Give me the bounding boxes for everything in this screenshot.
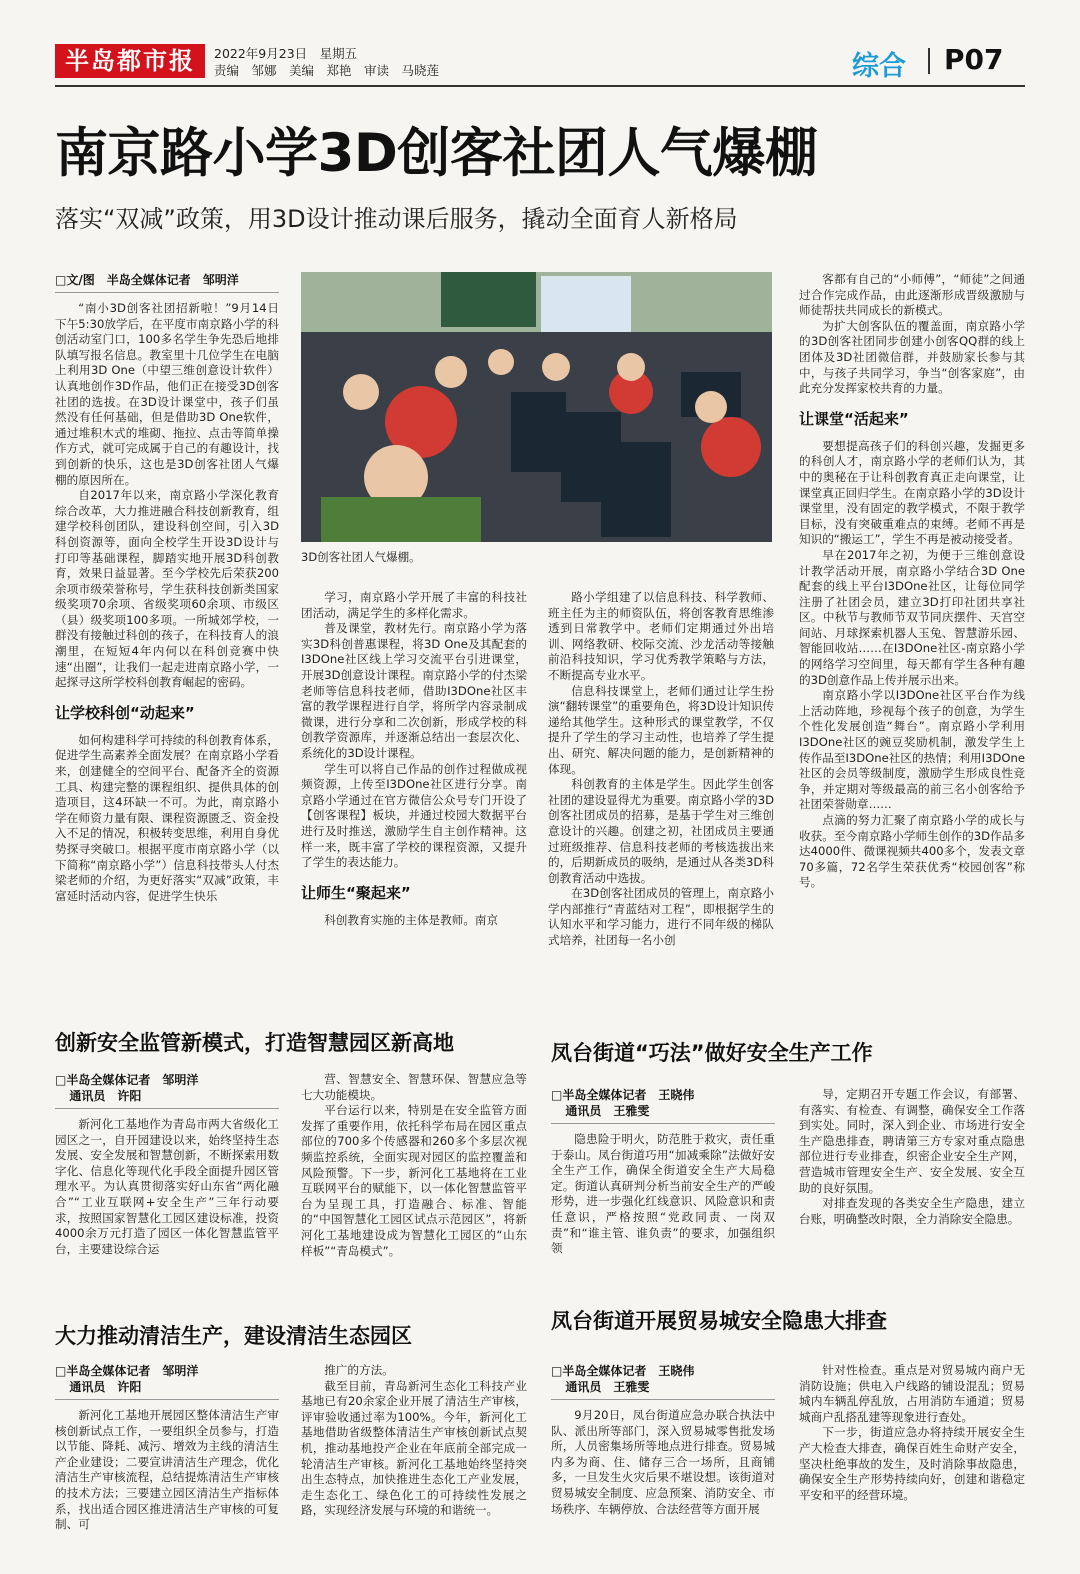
article2-column-2	[301, 1072, 527, 1282]
article4-byline: □半岛全媒体记者 邹明洋	[55, 1364, 199, 1378]
lead-column-3	[548, 590, 774, 975]
paragraph: 平台运行以来，特别是在安全监管方面发挥了重要作用，依托科学布局在园区重点部位的700多个传感器和260多个多层次视频监控系统，全面实现对园区的监控覆盖和风险预警。下一步，新河化工基地将在工业互联网平台的赋能下，以一体化智慧监管平台为呈现工具，打造融合、标准、智能的“中国智慧化工园区试点示范园区”，将新河化工基地建设成为智慧化工园区的“山东样板”“青岛模式”。	[301, 1103, 527, 1258]
paragraph: 点滴的努力汇聚了南京路小学的成长与收获。至今南京路小学师生创作的3D作品多达4000件、微课视频共400多个，发表文章70多篇，72名学生荣获优秀“校园创客”称号。	[799, 813, 1025, 890]
article3-column-1	[551, 1087, 775, 1277]
newspaper-logo: 半岛都市报	[55, 44, 205, 78]
paragraph: 客都有自己的“小师傅”，“师徒”之间通过合作完成作品，由此逐渐形成晋级激励与师徒帮扶共同成长的新模式。	[799, 272, 1025, 318]
lead-column-4	[799, 272, 1025, 975]
paragraph: 如何构建科学可持续的科创教育体系，促进学生高素养全面发展？在南京路小学看来，创建健全的空间平台、配备齐全的资源工具、构建完整的课程组织、提供具体的创造项目，这4环缺一不可。为此，南京路小学在师资力量有限、课程资源匮乏、资金投入不足的情况，积极转变思维，利用自身优势探寻突破口。根据平度市南京路小学（以下简称“南京路小学”）信息科技带头人付杰梁老师的介绍，为更好落实“双减”政策，丰富延时活动内容，促进学生快乐	[55, 732, 279, 903]
paragraph: 隐患险于明火，防范胜于救灾，责任重于泰山。凤台街道巧用“加减乘除”法做好安全生产工作，确保全街道安全生产大局稳定。街道认真研判分析当前安全生产的严峻形势，进一步强化红线意识、风险意识和责任意识，严格按照“党政同责、一岗双责”和“谁主管、谁负责”的要求，加强组织领	[551, 1132, 775, 1256]
lead-subhead-3: 让课堂“活起来”	[799, 409, 909, 428]
article4-correspondent: 通讯员 许阳	[69, 1380, 142, 1394]
paragraph: 新河化工基地开展园区整体清洁生产审核创新试点工作，一要组织全员参与，打造以节能、降耗、减污、增效为主线的清洁生产企业建设；二要宣讲清洁生产理念，优化清洁生产审核流程，总结提炼清洁生产审核的技术方法；三要建立园区清洁生产指标体系，找出适合园区推进清洁生产审核的可复制、可	[55, 1408, 279, 1532]
article4-column-2	[301, 1363, 527, 1563]
page-number: P07	[944, 43, 1004, 76]
paragraph: 针对性检查。重点是对贸易城内商户无消防设施；供电入户线路的铺设混乱；贸易城内车辆乱停乱放，占用消防车通道；贸易城商户乱搭乱建等现象进行查处。	[799, 1363, 1025, 1424]
byline-rule	[551, 1123, 775, 1124]
paragraph: 导，定期召开专题工作会议，有部署、有落实、有检查、有调整，确保安全工作落到实处。同时，深入到企业、市场进行安全生产隐患排查，聘请第三方专家对重点隐患部位进行专业排查，织密企业安全生产网，营造城市管理安全生产、安全发展、安全互助的良好氛围。	[799, 1087, 1025, 1195]
article5-title: 凤台街道开展贸易城安全隐患大排查	[551, 1309, 887, 1333]
byline-rule	[55, 292, 279, 293]
article5-correspondent: 通讯员 王雅雯	[565, 1380, 650, 1394]
paragraph: “南小3D创客社团招新啦！”9月14日下午5:30放学后，在平度市南京路小学的科创活动室门口，100多名学生争先恐后地排队填写报名信息。教室里十几位学生在电脑上利用3D One（中望三维创意设计软件）认真地创作3D作品，他们正在接受3D创客社团的选拔。在3D设计课堂中，孩子们虽然没有任何基础，但是借助3D One软件，通过堆积木式的堆砌、拖拉、点击等简单操作方式，就可完成属于自己的有趣设计，找到创新的快乐，这也是3D创客社团人气爆棚的原因所在。	[55, 301, 279, 487]
article4-title: 大力推动清洁生产，建设清洁生态园区	[55, 1324, 412, 1348]
paragraph: 路小学组建了以信息科技、科学教师、班主任为主的师资队伍，将创客教育思维渗透到日常教学中。老师们定期通过外出培训、网络教研、校际交流、沙龙活动等接触前沿科技知识，学习优秀教学策略与方法，不断提高专业水平。	[548, 590, 774, 682]
article5-byline: □半岛全媒体记者 王晓伟	[551, 1364, 695, 1378]
editor-credits: 责编 邹娜 美编 郑艳 审读 马晓莲	[214, 63, 440, 78]
paragraph: 营、智慧安全、智慧环保、智慧应急等七大功能模块。	[301, 1072, 527, 1102]
masthead-rule	[55, 85, 1025, 87]
article5-column-2	[799, 1363, 1025, 1563]
paragraph: 普及课堂，教材先行。南京路小学为落实3D科创普惠课程，将3D One及其配套的I3DOne社区线上学习交流平台引进课堂，开展3D创意设计课程。南京路小学的付杰梁老师等信息科技老师，借助I3DOne社区丰富的教学课程进行自学，将所学内容录制成微课，进行分享和二次创新，形成学校的科创教学资源库，并逐渐总结出一套层次化、系统化的3D设计课程。	[301, 621, 527, 760]
paragraph: 科创教育的主体是学生。因此学生创客社团的建设显得尤为重要。南京路小学的3D创客社团成员的招募，是基于学生对三维创意设计的兴趣。创建之初，社团成员主要通过班级推荐、信息科技老师的考核选拔出来的，后期新成员的吸纳，是通过从各类3D科创教育活动中选拔。	[548, 777, 774, 885]
paragraph: 为扩大创客队伍的覆盖面，南京路小学的3D创客社团同步创建小创客QQ群的线上团体及3D社团微信群，并鼓励家长参与其中，与孩子共同学习，争当“创客家庭”，由此充分发挥家校共育的力量。	[799, 318, 1025, 396]
article2-title: 创新安全监管新模式，打造智慧园区新高地	[55, 1031, 454, 1055]
paragraph: 对排查发现的各类安全生产隐患，建立台账，明确整改时限，全力消除安全隐患。	[799, 1196, 1025, 1226]
byline-rule	[55, 1108, 279, 1109]
lead-subhead-1: 让学校科创“动起来”	[55, 703, 195, 722]
paragraph: 要想提高孩子们的科创兴趣，发掘更多的科创人才，南京路小学的老师们认为，其中的奥秘在于让科创教育真正走向课堂，让课堂真正回归学生。在南京路小学的3D设计课堂里，没有固定的教学模式，不限于教学目标，没有突破重难点的束缚。老师不再是知识的“搬运工”，学生不再是被动接受者。	[799, 438, 1025, 547]
article2-column-1	[55, 1072, 279, 1282]
lead-subhead-2: 让师生“聚起来”	[301, 883, 411, 902]
article3-column-2	[799, 1087, 1025, 1277]
paragraph: 推广的方法。	[324, 1363, 394, 1377]
paragraph: 科创教育实施的主体是教师。南京	[324, 912, 499, 927]
paragraph: 学生可以将自己作品的创作过程做成视频资源，上传至I3DOne社区进行分享。南京路小学通过在官方微信公众号专门开设了【创客课程】板块，并通过校园大数据平台进行及时推送，激励学生自主创作精神。这样一来，既丰富了学校的课程资源，又提升了学生的表达能力。	[301, 761, 527, 870]
lead-byline: □文/图 半岛全媒体记者 邹明洋	[55, 273, 239, 287]
article2-byline: □半岛全媒体记者 邹明洋	[55, 1073, 199, 1087]
paragraph: 新河化工基地作为青岛市两大省级化工园区之一，自开园建设以来，始终坚持生态发展、安全发展和智慧创新，不断探索用数字化、信息化等现代化手段全面提升园区管理水平。为认真贯彻落实好山东省“两化融合”“工业互联网+安全生产”三年行动要求，按照国家智慧化工园区建设标准，投资4000余万元打造了园区一体化智慧监管平台，主要建设综合运	[55, 1117, 279, 1256]
byline-rule	[551, 1399, 775, 1400]
paragraph: 自2017年以来，南京路小学深化教育综合改革，大力推进融合科技创新教育，组建学校科创团队，建设科创空间，引入3D科创资源等，面向全校学生开设3D设计与打印等基础课程，脚踏实地开展3D科创教育，效果日益显著。至今学校先后荣获200余项市级荣誉称号，学生获科技创新类国家级奖项70余项、省级奖项60余项、市级区（县）级奖项100多项。一所城郊学校，一群没有接触过科创的孩子，在科技育人的浪潮里，在短短4年内何以在科创竞赛中快速“出圈”，让我们一起走进南京路小学，一起探寻这所学校科创教育崛起的密码。	[55, 488, 279, 690]
lead-subheadline: 落实“双减”政策，用3D设计推动课后服务，撬动全面育人新格局	[55, 205, 738, 233]
photo-caption: 3D创客社团人气爆棚。	[301, 550, 421, 564]
article3-byline: □半岛全媒体记者 王晓伟	[551, 1088, 695, 1102]
article4-column-1	[55, 1363, 279, 1563]
article2-correspondent: 通讯员 许阳	[69, 1089, 142, 1103]
lead-column-1	[55, 272, 279, 972]
paragraph: 9月20日，凤台街道应急办联合执法中队、派出所等部门，深入贸易城零售批发场所，人员密集场所等地点进行排查。贸易城内多为商、住、储存三合一场所，且商铺多，一旦发生火灾后果不堪设想。该街道对贸易城安全制度、应急预案、消防安全、市场秩序、车辆停放、合法经营等方面开展	[551, 1408, 775, 1516]
lead-column-2	[301, 590, 527, 975]
article3-correspondent: 通讯员 王雅雯	[565, 1104, 650, 1118]
section-divider	[928, 48, 930, 74]
paragraph: 在3D创客社团成员的管理上，南京路小学内部推行“青蓝结对工程”，即根据学生的认知水平和学习能力，进行不同年级的梯队式培养，社团每一名小创	[548, 886, 774, 948]
article5-column-1	[551, 1363, 775, 1563]
article3-title: 凤台街道“巧法”做好安全生产工作	[551, 1041, 873, 1065]
paragraph: 截至目前，青岛新河生态化工科技产业基地已有20余家企业开展了清洁生产审核，评审验收通过率为100%。今年，新河化工基地借助省级整体清洁生产审核创新试点契机，推动基地投产企业在年底前全部完成一轮清洁生产审核。新河化工基地始终坚持突出生态特点，加快推进生态化工产业发展，走生态化工、绿色化工的可持续性发展之路，实现经济发展与环境的和谐统一。	[301, 1378, 527, 1518]
paragraph: 学习，南京路小学开展了丰富的科技社团活动，满足学生的多样化需求。	[301, 590, 527, 620]
lead-headline: 南京路小学3D创客社团人气爆棚	[55, 123, 818, 184]
paragraph: 早在2017年之初，为便于三维创意设计教学活动开展，南京路小学结合3D One配套的线上平台I3DOne社区，让每位同学注册了社团会员，建立3D打印社团共享社区。中秋节与教师节双节同庆摆件、天宫空间站、月球探索机器人玉兔、智慧游乐园、智能回收站……在I3DOne社区-南京路小学的网络学习空间里，每天都有学生各种有趣的3D创意作品上传并展示出来。	[799, 547, 1025, 687]
byline-rule	[55, 1399, 279, 1400]
paragraph: 南京路小学以I3DOne社区平台作为线上活动阵地，珍视每个孩子的创意，为学生个性化发展创造“舞台”。南京路小学利用I3DOne社区的豌豆奖励机制，激发学生上传作品至I3DOne社区的热情；利用I3DOne社区的会员等级制度，激励学生形成良性竞争，并定期对等级最高的前三名小创客给予社团荣誉勋章……	[799, 688, 1025, 812]
issue-date: 2022年9月23日 星期五	[214, 46, 358, 61]
paragraph: 下一步，街道应急办将持续开展安全生产大检查大排查，确保百姓生命财产安全，坚决杜绝事故的发生，及时消除事故隐患，确保安全生产形势持续向好，创建和谐稳定平安和平的经营环境。	[799, 1425, 1025, 1502]
lead-photo	[301, 272, 772, 542]
section-name: 综合	[852, 51, 906, 82]
classroom-photo-illustration	[301, 272, 772, 542]
paragraph: 信息科技课堂上，老师们通过让学生扮演“翻转课堂”的重要角色，将3D设计知识传递给其他学生。这种形式的课堂教学，不仅提升了学生的学习主动性，也培养了学生提出、研究、解决问题的能力，是创新精神的体现。	[548, 683, 774, 776]
